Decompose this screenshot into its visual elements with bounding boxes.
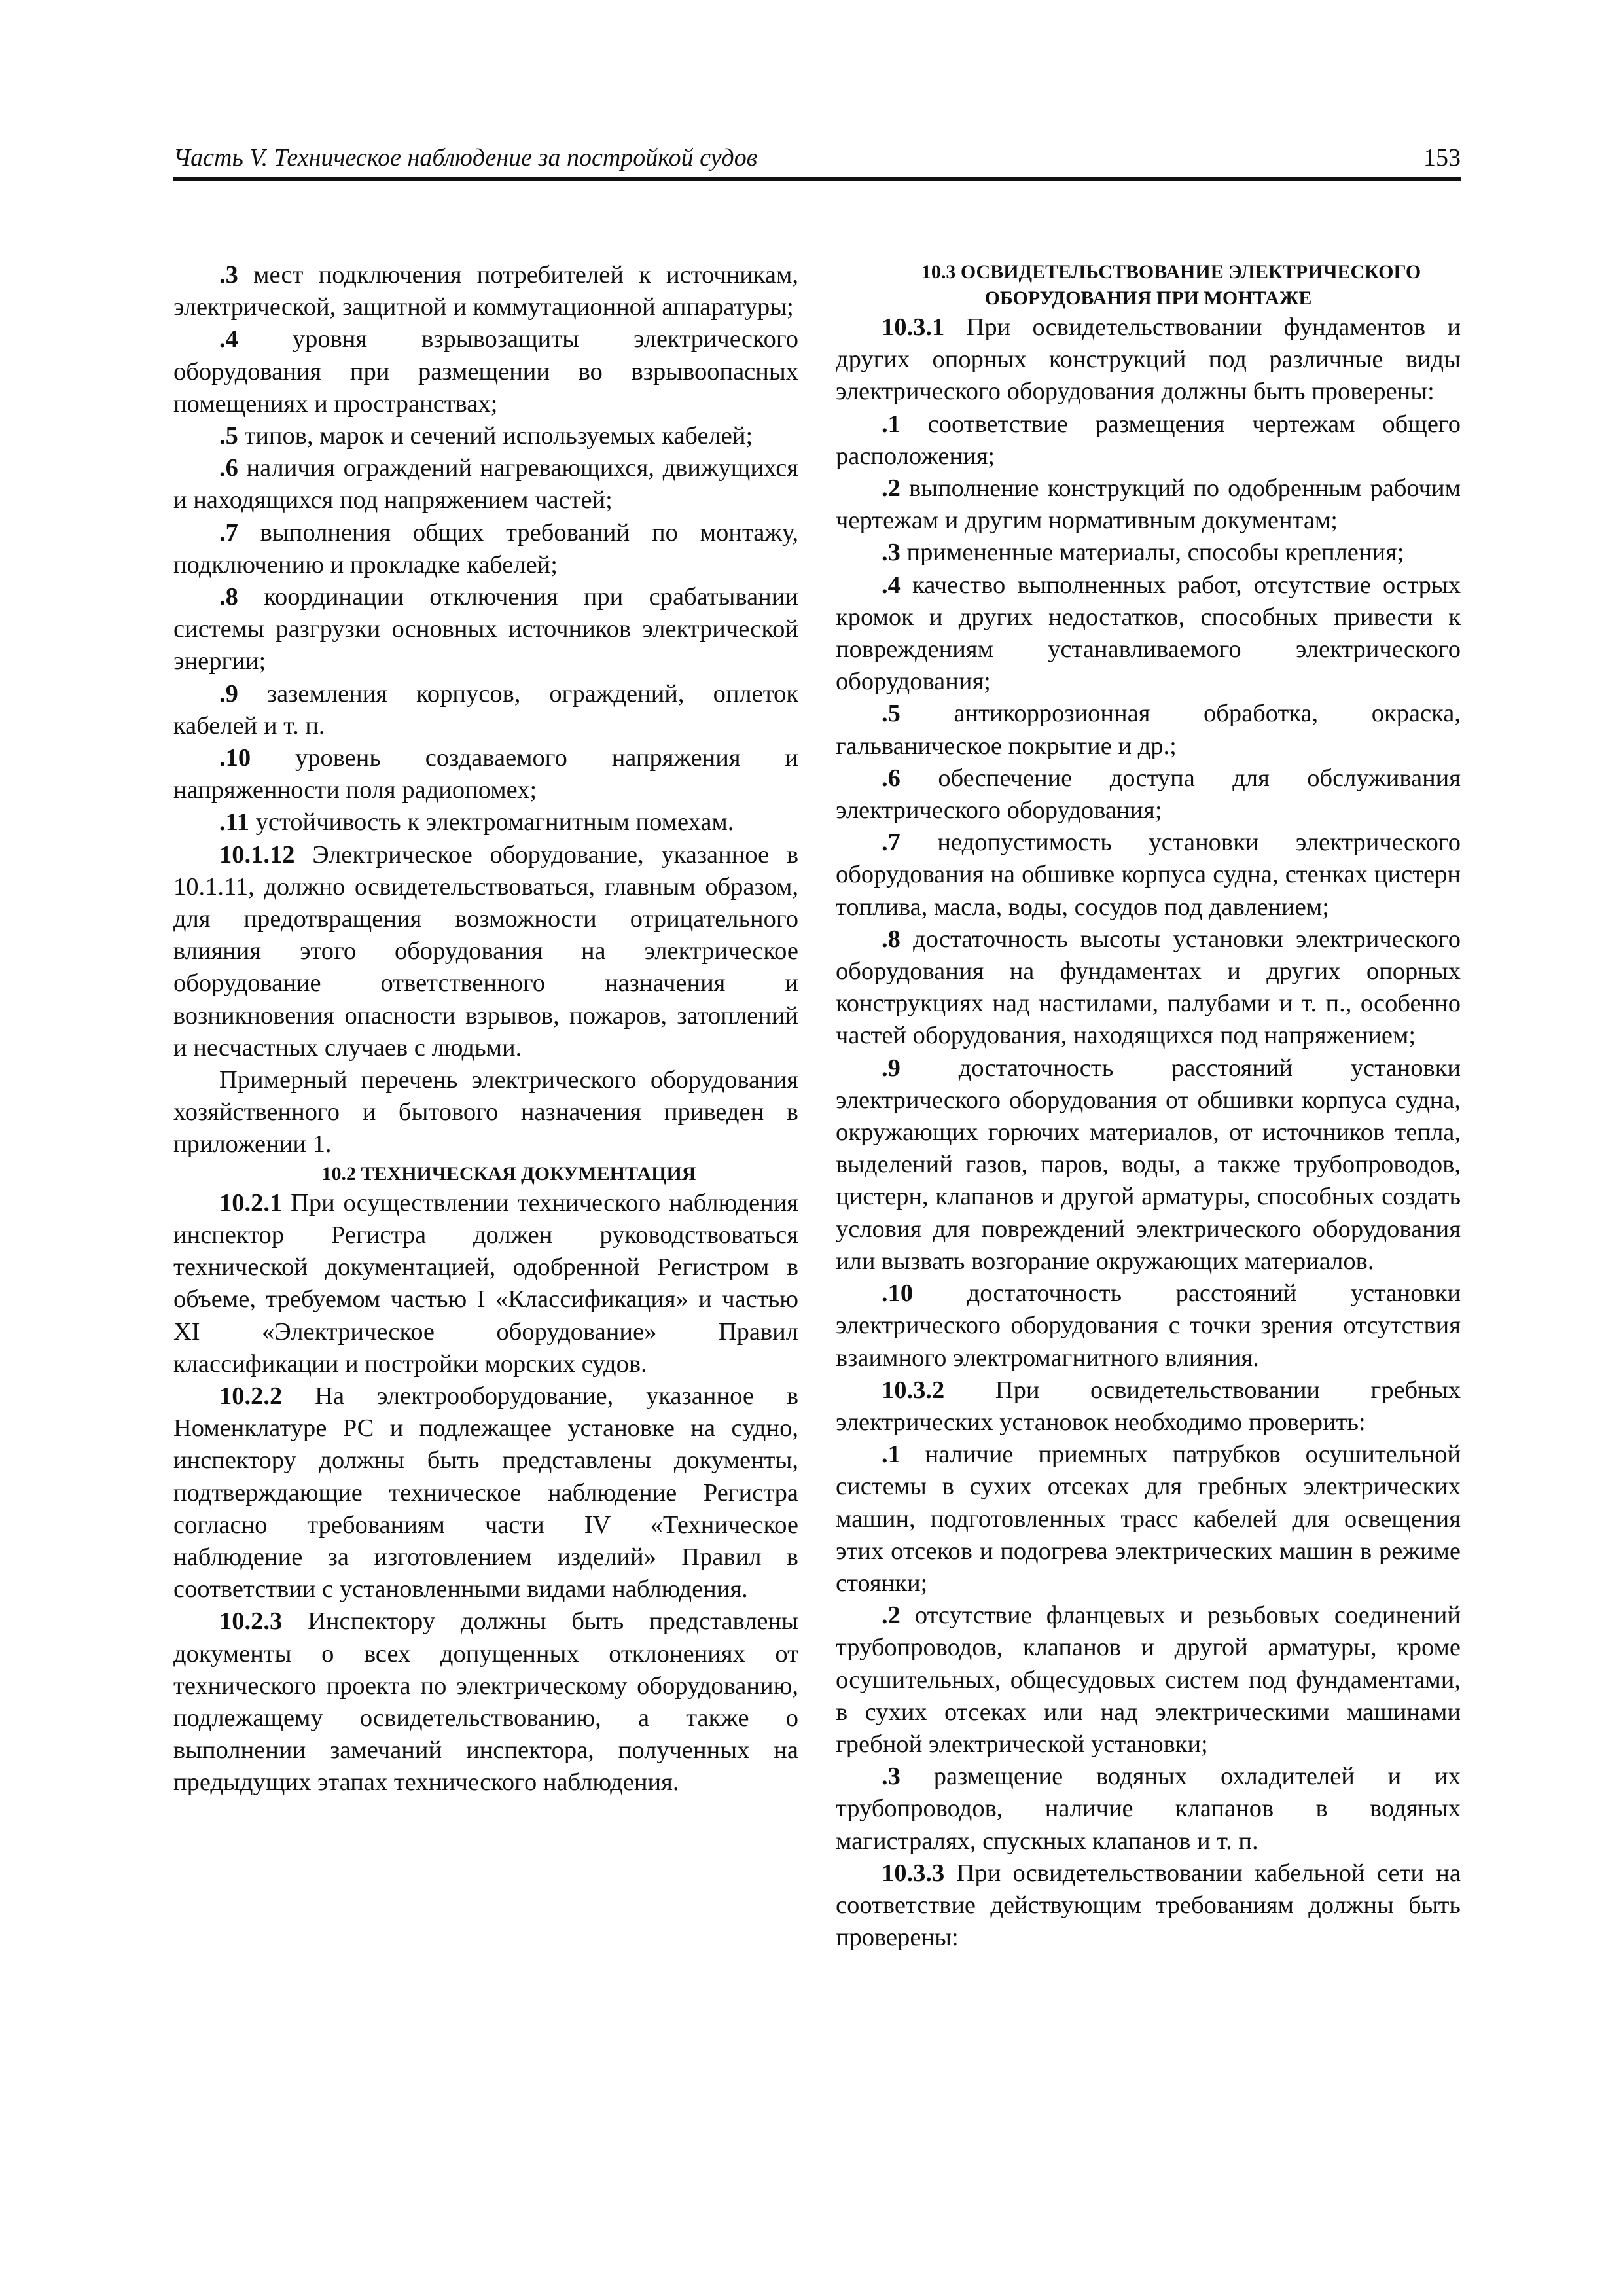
paragraph-number: .5: [219, 422, 238, 450]
paragraph: [836, 1374, 1461, 1439]
paragraph-number: .4: [882, 571, 901, 599]
paragraph-text: достаточность высоты установки электрического оборудования на фундаментах и других опорных конструкциях над настилами, палубами и т. п., особенно частей оборудования, находящихся под напряжением;: [836, 925, 1461, 1050]
paragraph-number: .5: [882, 700, 901, 728]
paragraph: [836, 924, 1461, 1052]
paragraph-text: антикоррозионная обработка, окраска, гальваническое покрытие и др.;: [836, 700, 1461, 760]
paragraph-text: примененные материалы, способы крепления;: [900, 539, 1404, 567]
paragraph-text: выполнение конструкций по одобренным рабочим чертежам и другим нормативным документам;: [836, 475, 1461, 535]
paragraph-text: наличия ограждений нагревающихся, движущихся и находящихся под напряжением частей;: [173, 454, 798, 514]
paragraph-text: размещение водяных охладителей и их трубопроводов, наличие клапанов в водяных магистралях, спускных клапанов и т. п.: [836, 1763, 1461, 1855]
paragraph-number: 10.3.2: [882, 1376, 945, 1404]
section-heading-10-2: 10.2 ТЕХНИЧЕСКАЯ ДОКУМЕНТАЦИЯ: [321, 1162, 696, 1185]
paragraph: [173, 323, 798, 420]
paragraph: [836, 827, 1461, 924]
paragraph: [836, 1857, 1461, 1954]
paragraph-number: .4: [219, 325, 238, 353]
paragraph: [836, 408, 1461, 473]
paragraph-text: Инспектору должны быть представлены документы о всех допущенных отклонениях от технического проекта по электрическому оборудованию, подлежащему освидетельствованию, а также о выполнении замечаний инспектора, полученных на предыдущих этапах технического наблюдения.: [173, 1607, 798, 1797]
running-header: [173, 143, 1461, 173]
paragraph-number: 10.2.2: [219, 1382, 283, 1410]
paragraph-text: мест подключения потребителей к источникам, электрической, защитной и коммутационной аппаратуры;: [173, 261, 798, 321]
paragraph-number: .3: [882, 1763, 901, 1791]
paragraph: [173, 581, 798, 678]
section-heading-10-3-line2: ОБОРУДОВАНИЯ ПРИ МОНТАЖЕ: [984, 287, 1312, 309]
paragraph-number: .8: [882, 925, 901, 953]
list-items-10-3: [836, 312, 1461, 1954]
paragraph-number: .10: [219, 744, 251, 772]
paragraph-text: При освидетельствовании гребных электрических установок необходимо проверить:: [836, 1376, 1461, 1436]
paragraph-number: .3: [882, 539, 901, 567]
list-items-10-1: [173, 259, 798, 1161]
paragraph: [836, 762, 1461, 827]
paragraph-number: 10.3.1: [882, 314, 945, 341]
paragraph: [173, 1605, 798, 1799]
paragraph-number: 10.2.1: [219, 1189, 283, 1217]
paragraph-text: качество выполненных работ, отсутствие острых кромок и других недостатков, способных привести к повреждениям устанавливаемого электрического оборудования;: [836, 571, 1461, 696]
paragraph: [836, 473, 1461, 537]
paragraph-number: 10.1.12: [219, 840, 295, 869]
paragraph-number: .1: [882, 410, 901, 438]
paragraph: [173, 678, 798, 742]
paragraph-text: достаточность расстояний установки электрического оборудования с точки зрения отсутствия взаимного электромагнитного влияния.: [836, 1280, 1461, 1372]
paragraph-text: наличие приемных патрубков осушительной системы в сухих отсеках для гребных электрических машин, подготовленных трасс кабелей для освещения этих отсеков и подогрева электрических машин в режиме стоянки;: [836, 1441, 1461, 1597]
paragraph: [173, 420, 798, 452]
paragraph: [836, 312, 1461, 408]
paragraph-number: .3: [219, 261, 238, 289]
paragraph-text: типов, марок и сечений используемых кабелей;: [238, 422, 753, 450]
paragraph-number: .9: [882, 1054, 901, 1082]
paragraph: [836, 1439, 1461, 1600]
paragraph-text: устойчивость к электромагнитным помехам.: [249, 808, 734, 836]
paragraph-text: выполнения общих требований по монтажу, подключению и прокладке кабелей;: [173, 518, 798, 579]
paragraph-number: .2: [882, 1602, 901, 1630]
paragraph: [836, 1278, 1461, 1374]
paragraph-text: координации отключения при срабатывании системы разгрузки основных источников электрической энергии;: [173, 583, 798, 675]
section-heading-10-3: [836, 259, 1461, 312]
paragraph-number: 10.2.3: [219, 1607, 283, 1636]
paragraph: [173, 1064, 798, 1161]
paragraph-number: .2: [882, 475, 901, 503]
paragraph-number: .7: [219, 518, 238, 547]
paragraph-number: .1: [882, 1441, 901, 1469]
paragraph-text: Электрическое оборудование, указанное в 10.1.11, должно освидетельствоваться, главным образом, для предотвращения возможности отрицательного влияния этого оборудования на электрическое оборудование ответственного назначения и возникновения опасности взрывов, пожаров, затоплений и несчастных случаев с людьми.: [173, 840, 798, 1062]
paragraph-number: .7: [882, 829, 901, 857]
paragraph-text: При освидетельствовании кабельной сети на соответствие действующим требованиям должны быть проверены:: [836, 1859, 1461, 1952]
section-heading-10-3-line1: 10.3 ОСВИДЕТЕЛЬСТВОВАНИЕ ЭЛЕКТРИЧЕСКОГО: [921, 261, 1421, 283]
paragraph: [836, 537, 1461, 569]
paragraph-text: достаточность расстояний установки электрического оборудования от обшивки корпуса судна, окружающих горючих материалов, от источников тепла, выделений газов, паров, воды, а также трубопроводов, цистерн, клапанов и другой арматуры, способных создать условия для повреждений электрического оборудования или вызвать возгорание окружающих материалов.: [836, 1054, 1461, 1275]
paragraph-text: соответствие размещения чертежам общего расположения;: [836, 410, 1461, 470]
paragraph-text: недопустимость установки электрического оборудования на обшивке корпуса судна, стенках цистерн топлива, масла, воды, сосудов под давлением;: [836, 829, 1461, 921]
paragraph-number: .6: [882, 764, 901, 792]
paragraph-number: .6: [219, 454, 238, 482]
paragraph-text: При осуществлении технического наблюдения инспектор Регистра должен руководствоваться технической документацией, одобренной Регистром в объеме, требуемом частью I «Классификация» и частью XI «Электрическое оборудование» Правил классификации и постройки морских судов.: [173, 1189, 798, 1378]
left-column: [173, 259, 798, 1799]
paragraph-text: отсутствие фланцевых и резьбовых соединений трубопроводов, клапанов и другой арматуры, кроме осушительных, общесудовых систем под фундаментами, в сухих отсеках или над электрическими машинами гребной электрической установки;: [836, 1602, 1461, 1758]
header-rule: [173, 177, 1461, 181]
paragraph-text: При освидетельствовании фундаментов и других опорных конструкций под различные виды электрического оборудования должны быть проверены:: [836, 314, 1461, 406]
paragraph: [173, 839, 798, 1064]
paragraph: [173, 1380, 798, 1605]
right-column: [836, 259, 1461, 1954]
paragraph-text: На электрооборудование, указанное в Номенклатуре РС и подлежащее установке на судно, инспектору должны быть представлены документы, подтверждающие техническое наблюдение Регистра согласно требованиям части IV «Техническое наблюдение за изготовлением изделий» Правил в соответствии с установленными видами наблюдения.: [173, 1382, 798, 1604]
paragraph: [836, 698, 1461, 762]
running-title: Часть V. Техническое наблюдение за постройкой судов: [173, 144, 758, 171]
paragraph-number: .11: [219, 808, 250, 836]
page-number: 153: [1423, 144, 1461, 171]
paragraph-text: обеспечение доступа для обслуживания электрического оборудования;: [836, 764, 1461, 825]
paragraph-text: заземления корпусов, ограждений, оплеток кабелей и т. п.: [173, 679, 798, 740]
paragraph-number: .8: [219, 583, 238, 611]
list-items-10-2: [173, 1187, 798, 1799]
paragraph: [173, 517, 798, 581]
paragraph-text: уровня взрывозащиты электрического оборудования при размещении во взрывоопасных помещениях и пространствах;: [173, 325, 798, 418]
paragraph: [173, 806, 798, 838]
paragraph-number: .10: [882, 1280, 914, 1308]
paragraph: [836, 569, 1461, 698]
paragraph: [173, 452, 798, 516]
paragraph: [836, 1600, 1461, 1761]
paragraph: [836, 1052, 1461, 1278]
paragraph: [173, 1187, 798, 1380]
paragraph-number: 10.3.3: [882, 1859, 945, 1887]
paragraph: [173, 742, 798, 806]
paragraph-text: Примерный перечень электрического оборудования хозяйственного и бытового назначения приведен в приложении 1.: [173, 1066, 798, 1158]
paragraph-number: .9: [219, 679, 238, 708]
paragraph: [836, 1761, 1461, 1857]
paragraph-text: уровень создаваемого напряжения и напряженности поля радиопомех;: [173, 744, 798, 804]
paragraph: [173, 259, 798, 323]
